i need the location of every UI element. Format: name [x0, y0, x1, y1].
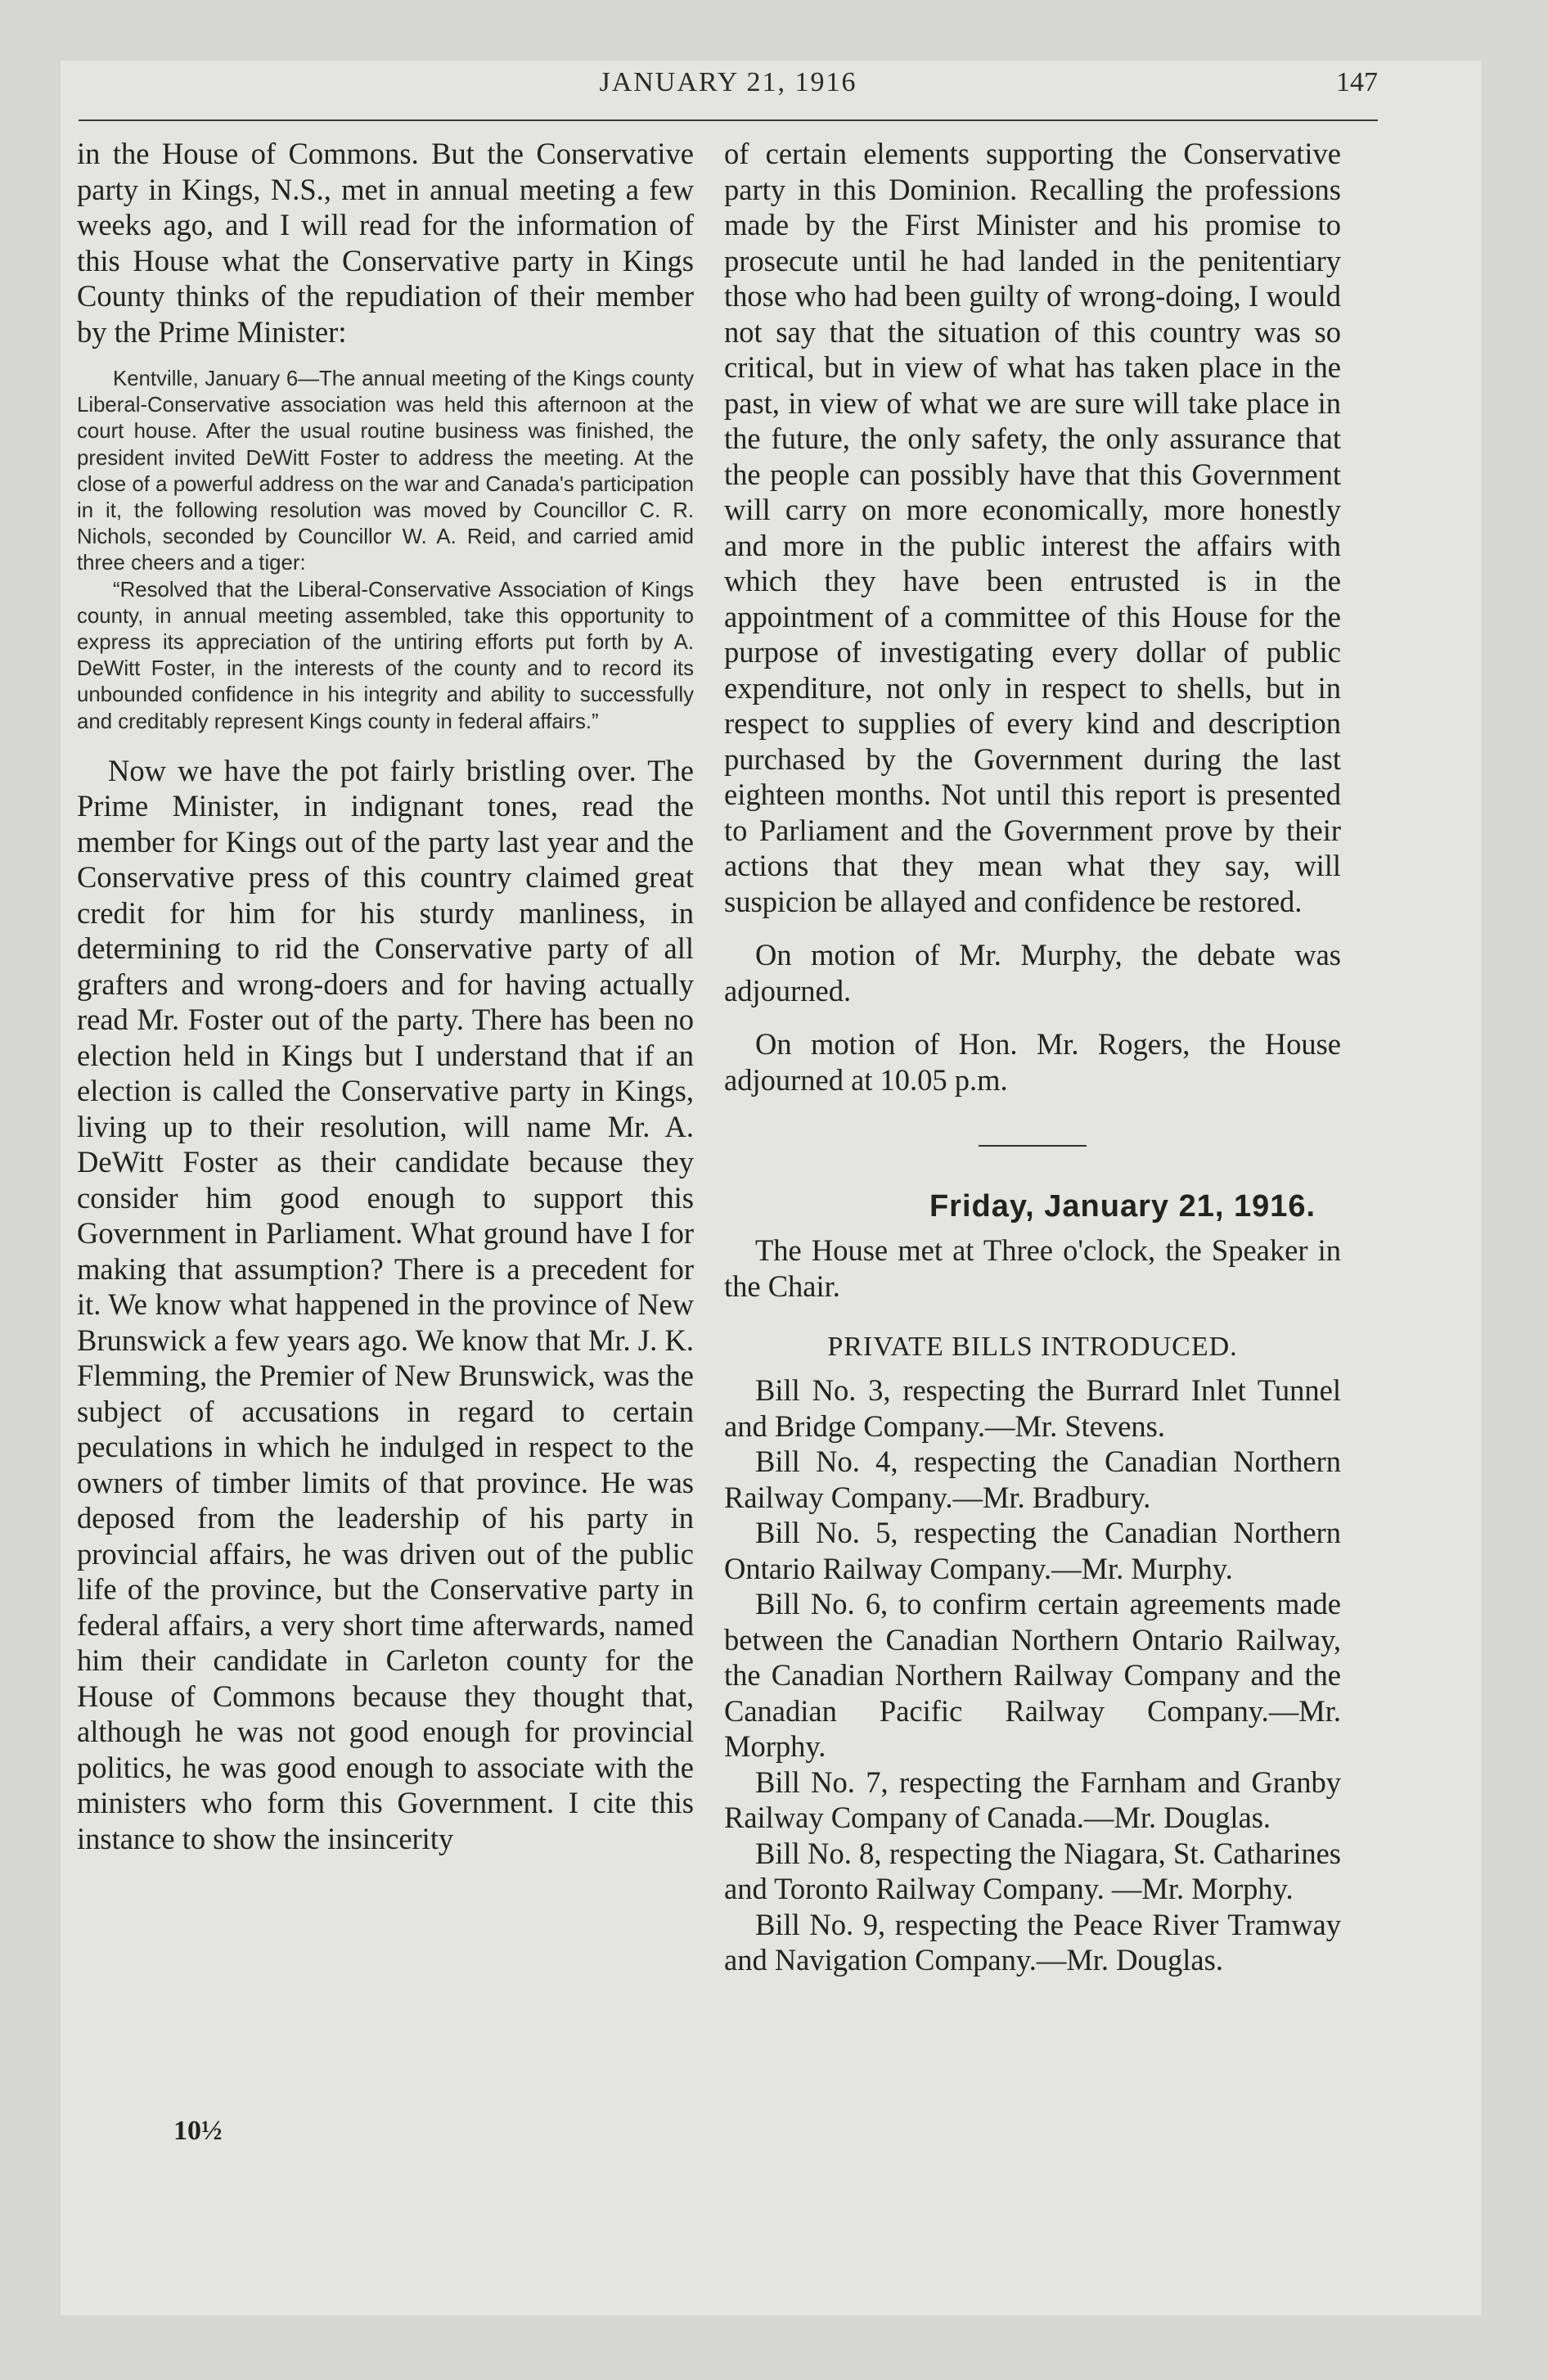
- header-rule: [79, 119, 1378, 121]
- bill-entry: Bill No. 6, to confirm certain agreements made between the Canadian Northern Ontario Railway, the Canadian Northern Railway Company and the Canadian Pacific Railway Company.—Mr. Morphy.: [724, 1587, 1341, 1763]
- sitting-date-heading: Friday, January 21, 1916.: [929, 1189, 1316, 1224]
- paragraph: Now we have the pot fairly bristling over. The Prime Minister, in indignant tones, read the member for Kings out of the party last year and the Conservative press of this country claimed great credit for him for his sturdy manliness, in determining to rid the Conservative party of all grafters and wrong-doers and for having actually read Mr. Foster out of the party. There has been no election held in Kings but I understand that if an election is called the Conservative party in Kings, living up to their resolution, will name Mr. A. DeWitt Foster as their candidate because they consider him good enough to support this Government in Parliament. What ground have I for making that assumption? There is a precedent for it. We know what happened in the province of New Brunswick a few years ago. We know that Mr. J. K. Flemming, the Premier of New Brunswick, was the subject of accusations in regard to certain peculations in which he indulged in respect to the owners of timber limits of that province. He was deposed from the leadership of his party in provincial affairs, he was driven out of the public life of the province, but the Conservative party in federal affairs, a very short time afterwards, named him their candidate in Carleton county for the House of Commons because they thought that, although he was not good enough for provincial politics, he was good enough to associate with the ministers who form this Government. I cite this instance to show the insincerity: [77, 753, 694, 1855]
- section-divider: [979, 1145, 1087, 1147]
- bill-entry: Bill No. 5, respecting the Canadian Northern Ontario Railway Company.—Mr. Murphy.: [724, 1516, 1341, 1585]
- bill-entry: Bill No. 4, respecting the Canadian Northern Railway Company.—Mr. Bradbury.: [724, 1445, 1341, 1514]
- paragraph: On motion of Hon. Mr. Rogers, the House adjourned at 10.05 p.m.: [724, 1027, 1341, 1097]
- bill-entry: Bill No. 8, respecting the Niagara, St. Catharines and Toronto Railway Company. —Mr. Morphy.: [724, 1836, 1341, 1905]
- quote-paragraph: Kentville, January 6—The annual meeting of the Kings county Liberal-Conservative association was held this afternoon at the court house. After the usual routine business was finished, the president invited DeWitt Foster to address the meeting. At the close of a powerful address on the war and Canada's participation in it, the following resolution was moved by Councillor C. R. Nichols, seconded by Councillor W. A. Reid, and carried amid three cheers and a tiger:: [77, 367, 694, 575]
- paragraph: of certain elements supporting the Conservative party in this Dominion. Recalling the professions made by the First Minister and his promise to prosecute until he had landed in the penitentiary those who had been guilty of wrong-doing, I would not say that the situation of this country was so critical, but in view of what has taken place in the past, in view of what we are sure will take place in the future, the only safety, the only assurance that the people can possibly have that this Government will carry on more economically, more honestly and more in the public interest the affairs with which they have been entrusted is in the appointment of a committee of this House for the purpose of investigating every dollar of public expenditure, not only in respect to shells, but in respect to supplies of every kind and description purchased by the Government during the last eighteen months. Not until this report is presented to Parliament and the Government prove by their actions that they mean what they say, will suspicion be allayed and confidence be restored.: [724, 137, 1341, 918]
- bill-entry: Bill No. 7, respecting the Farnham and Granby Railway Company of Canada.—Mr. Douglas.: [724, 1765, 1341, 1834]
- header-date: JANUARY 21, 1916: [599, 67, 857, 97]
- bill-entry: Bill No. 9, respecting the Peace River Tramway and Navigation Company.—Mr. Douglas.: [724, 1907, 1341, 1977]
- page-number: 147: [1336, 67, 1378, 97]
- right-column: [724, 136, 1341, 1978]
- quote-paragraph: “Resolved that the Liberal-Conservative Association of Kings county, in annual meeting assembled, take this opportunity to express its appreciation of the untiring efforts put forth by A. DeWitt Foster, in the interests of the county and to record its unbounded confidence in his integrity and ability to successfully and creditably represent Kings county in federal affairs.”: [77, 578, 694, 733]
- newspaper-quote: [77, 366, 694, 735]
- paragraph: The House met at Three o'clock, the Speaker in the Chair.: [724, 1233, 1341, 1303]
- section-heading: PRIVATE BILLS INTRODUCED.: [827, 1332, 1238, 1362]
- bill-entry: Bill No. 3, respecting the Burrard Inlet Tunnel and Bridge Company.—Mr. Stevens.: [724, 1373, 1341, 1443]
- paragraph: On motion of Mr. Murphy, the debate was adjourned.: [724, 938, 1341, 1007]
- running-header: [79, 67, 1378, 108]
- left-column: [77, 136, 694, 1856]
- printer-signature-mark: 10½: [173, 2116, 223, 2146]
- paragraph: in the House of Commons. But the Conservative party in Kings, N.S., met in annual meeting a few weeks ago, and I will read for the information of this House what the Conservative party in Kings County thinks of the repudiation of their member by the Prime Minister:: [77, 137, 694, 349]
